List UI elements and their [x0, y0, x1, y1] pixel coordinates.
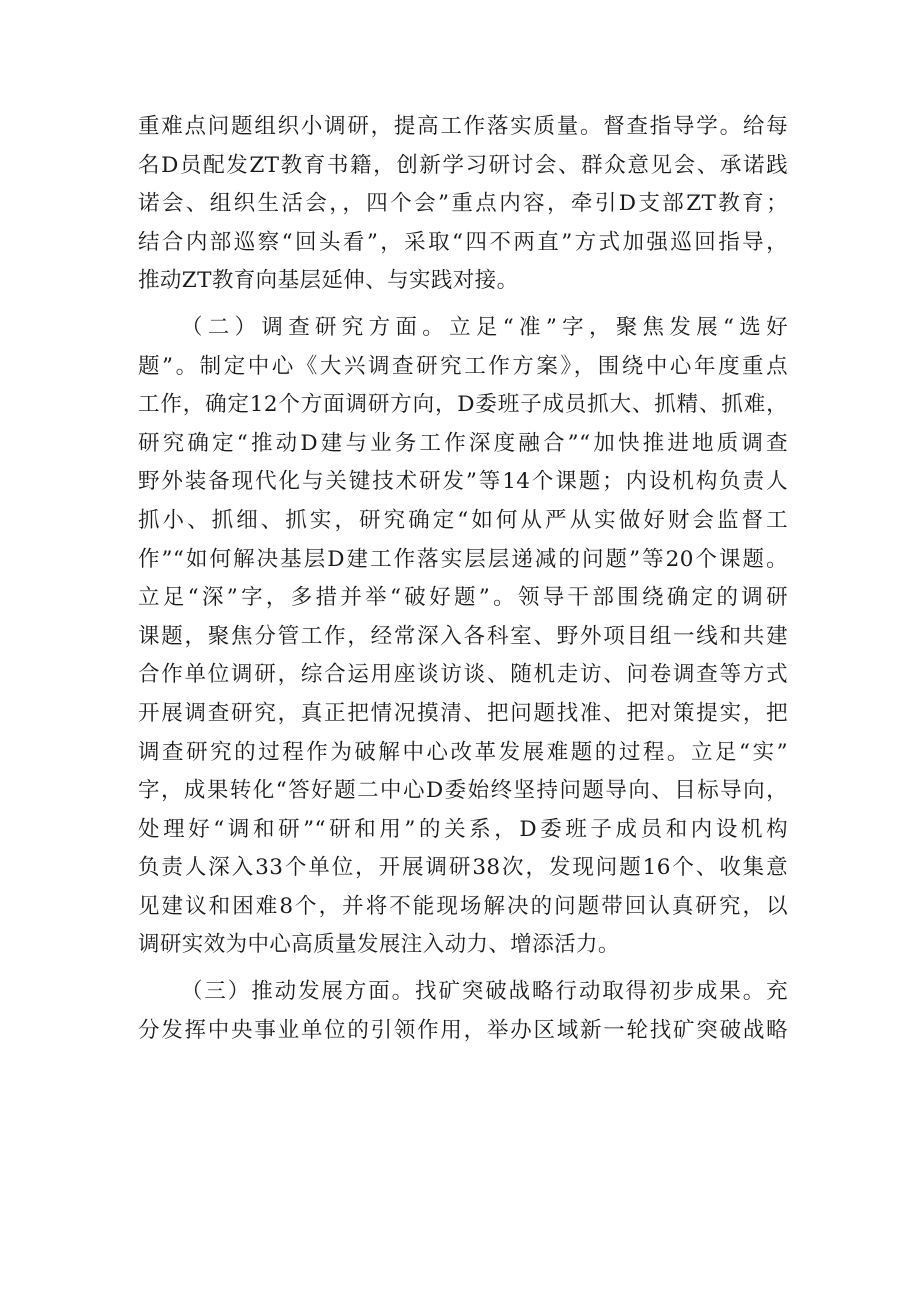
paragraph-line: 研究确定“推动D建与业务工作深度融合”“加快推进地质调查 [138, 430, 788, 456]
paragraph-line: 合作单位调研，综合运用座谈访谈、随机走访、问卷调查等方式 [138, 662, 788, 688]
paragraph-line: 课题，聚焦分管工作，经常深入各科室、野外项目组一线和共建 [138, 623, 788, 649]
paragraph-line: 推动ZT教育向基层延伸、与实践对接。 [138, 268, 519, 294]
paragraph-line: 开展调查研究，真正把情况摸清、把问题找准、把对策提实，把 [138, 700, 788, 726]
paragraph-line: 分发挥中央事业单位的引领作用，举办区域新一轮找矿突破战略 [138, 1017, 788, 1043]
paragraph-line: （二）调查研究方面。立足“准”字，聚焦发展“选好 [181, 314, 788, 340]
paragraph-1 [138, 108, 788, 301]
paragraph-line: 字，成果转化“答好题二中心D委始终坚持问题导向、目标导向， [138, 778, 788, 804]
paragraph-line: 见建议和困难8个，并将不能现场解决的问题带回认真研究，以 [138, 893, 788, 919]
paragraph-line: 负责人深入33个单位，开展调研38次，发现问题16个、收集意 [138, 855, 788, 881]
paragraph-line: （三）推动发展方面。找矿突破战略行动取得初步成果。充 [181, 979, 788, 1005]
paragraph-line: 处理好“调和研”“研和用”的关系，D委班子成员和内设机构 [138, 816, 788, 842]
paragraph-line: 立足“深”字，多措并举“破好题”。领导干部围绕确定的调研 [138, 585, 788, 611]
paragraph-line: 重难点问题组织小调研，提高工作落实质量。督查指导学。给每 [138, 114, 788, 139]
paragraph-line: 诺会、组织生活会，，四个会”重点内容，牵引D支部ZT教育； [138, 191, 788, 217]
paragraph-line: 野外装备现代化与关键技术研发”等14个课题；内设机构负责人 [138, 469, 788, 495]
paragraph-line: 调研实效为中心高质量发展注入动力、增添活力。 [138, 932, 620, 958]
paragraph-3 [138, 973, 788, 1050]
paragraph-2 [138, 309, 788, 965]
paragraph-line: 调查研究的过程作为破解中心改革发展难题的过程。立足“实” [138, 739, 788, 765]
paragraph-line: 名D员配发ZT教育书籍，创新学习研讨会、群众意见会、承诺践 [138, 152, 788, 178]
paragraph-line: 结合内部巡察“回头看”，采取“四不两直”方式加强巡回指导， [138, 229, 788, 255]
document-body [138, 108, 788, 1050]
paragraph-line: 工作，确定12个方面调研方向，D委班子成员抓大、抓精、抓难， [138, 392, 788, 418]
paragraph-line: 抓小、抓细、抓实，研究确定“如何从严从实做好财会监督工 [138, 507, 788, 533]
paragraph-line: 题”。制定中心《大兴调查研究工作方案》，围绕中心年度重点 [138, 353, 788, 379]
paragraph-line: 作”“如何解决基层D建工作落实层层递减的问题”等20个课题。 [138, 546, 788, 572]
